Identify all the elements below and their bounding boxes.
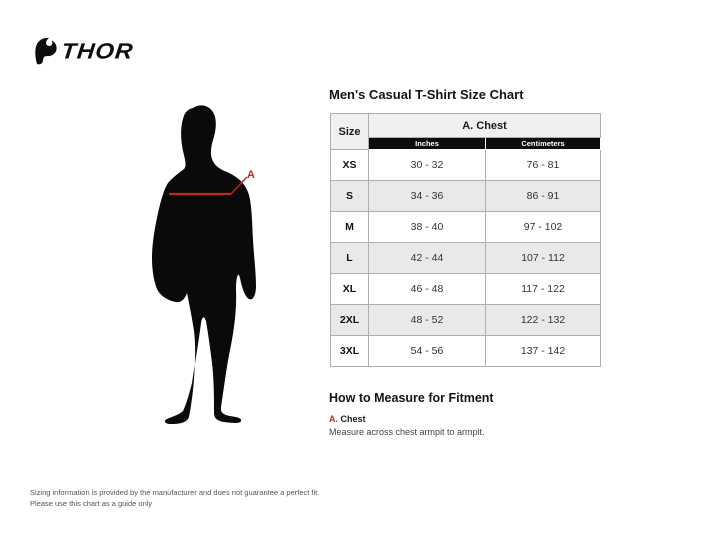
inches-cell: 42 - 44 — [369, 243, 486, 274]
cm-cell: 137 - 142 — [486, 336, 601, 367]
thor-logo — [34, 37, 135, 65]
table-row-s — [331, 181, 601, 212]
measure-item-description: Measure across chest armpit to armpit. — [329, 427, 485, 437]
size-chart-table — [330, 113, 601, 367]
cm-cell: 86 - 91 — [486, 181, 601, 212]
sizing-disclaimer — [30, 488, 319, 509]
male-silhouette-diagram — [118, 94, 302, 428]
thor-ram-horn-icon — [34, 37, 58, 65]
inches-cell: 30 - 32 — [369, 150, 486, 181]
size-cell: XS — [331, 150, 369, 181]
disclaimer-line-1: Sizing information is provided by the manufacturer and does not guarantee a perfect fit. — [30, 488, 320, 497]
body-measurement-figure — [118, 94, 302, 428]
inches-cell: 48 - 52 — [369, 305, 486, 336]
table-row-2xl — [331, 305, 601, 336]
table-row-m — [331, 212, 601, 243]
measure-item-key: A. — [329, 414, 338, 424]
disclaimer-line-2: Please use this chart as a guide only — [30, 498, 153, 508]
cm-cell: 122 - 132 — [486, 305, 601, 336]
size-cell: 2XL — [331, 305, 369, 336]
inches-cell: 46 - 48 — [369, 274, 486, 305]
size-cell: 3XL — [331, 336, 369, 367]
measure-section-heading: How to Measure for Fitment — [329, 391, 494, 405]
column-header-centimeters: Centimeters — [486, 138, 601, 150]
cm-cell: 76 - 81 — [486, 150, 601, 181]
size-cell: L — [331, 243, 369, 274]
page-title: Men's Casual T-Shirt Size Chart — [329, 87, 524, 102]
measure-item-name: Chest — [340, 414, 366, 424]
table-row-3xl — [331, 336, 601, 367]
size-cell: XL — [331, 274, 369, 305]
size-cell: M — [331, 212, 369, 243]
inches-cell: 34 - 36 — [369, 181, 486, 212]
column-header-inches: Inches — [369, 138, 486, 150]
size-cell: S — [331, 181, 369, 212]
measure-item-chest — [329, 414, 485, 437]
table-row-xs — [331, 150, 601, 181]
cm-cell: 117 - 122 — [486, 274, 601, 305]
cm-cell: 107 - 112 — [486, 243, 601, 274]
chest-marker-label: A — [247, 169, 255, 181]
inches-cell: 54 - 56 — [369, 336, 486, 367]
male-silhouette-shape — [152, 105, 256, 424]
measure-item-label — [329, 414, 485, 424]
table-row-l — [331, 243, 601, 274]
column-header-chest-group: A. Chest — [369, 114, 601, 138]
brand-name: THOR — [60, 39, 135, 65]
column-header-size: Size — [331, 114, 369, 150]
cm-cell: 97 - 102 — [486, 212, 601, 243]
table-row-xl — [331, 274, 601, 305]
inches-cell: 38 - 40 — [369, 212, 486, 243]
